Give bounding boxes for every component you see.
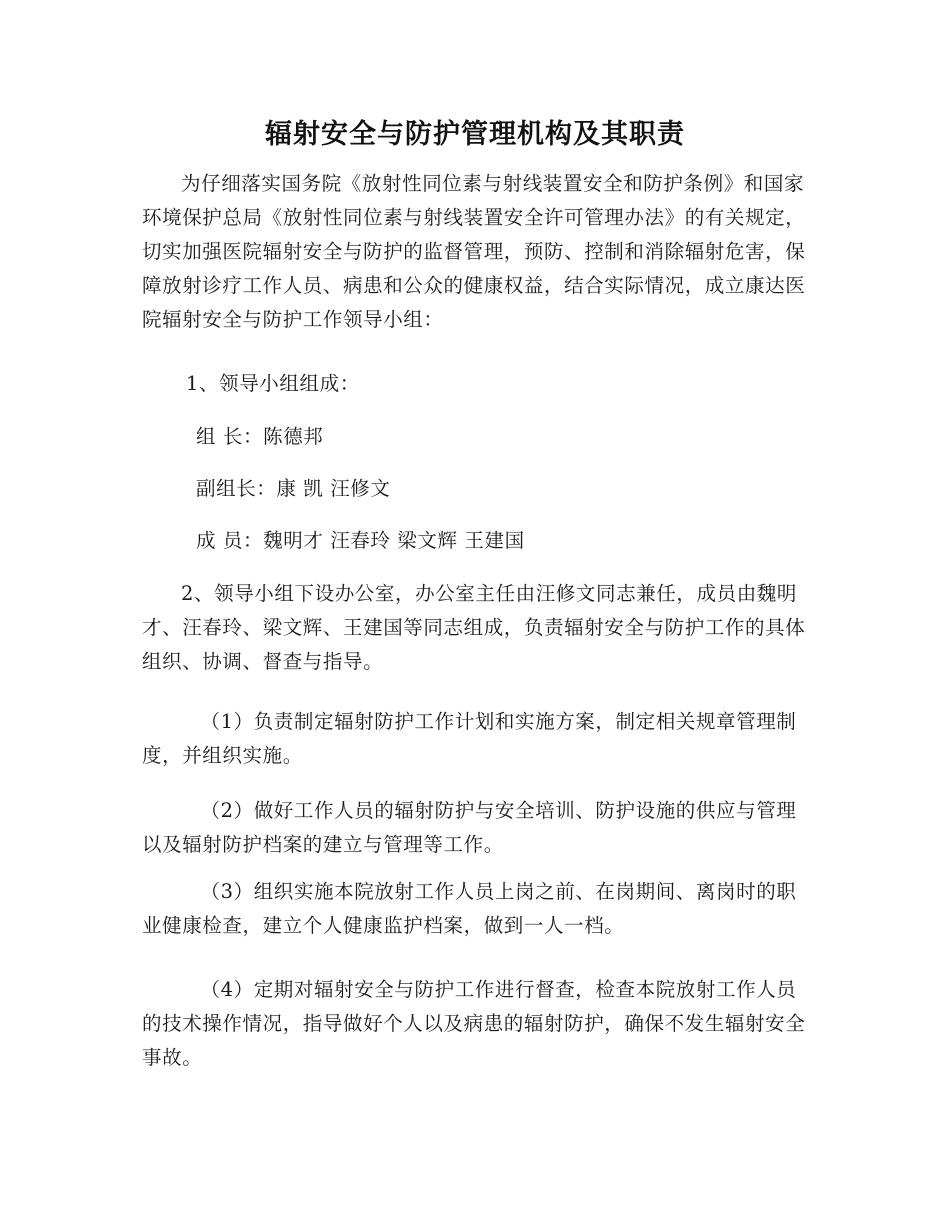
duty-item-4: （4）定期对辐射安全与防护工作进行督查，检查本院放射工作人员的技术操作情况，指导做好个人以及病患的辐射防护，确保不发生辐射安全事故。 bbox=[142, 978, 806, 1069]
member-staff: 成 员：魏明才 汪春玲 梁文辉 王建国 bbox=[196, 529, 525, 552]
member-leader: 组 长：陈德邦 bbox=[196, 425, 324, 448]
duty-item-3: （3）组织实施本院放射工作人员上岗之前、在岗期间、离岗时的职业健康检查，建立个人健康监护档案，做到一人一档。 bbox=[142, 880, 797, 937]
member-deputy-leaders: 副组长：康 凯 汪修文 bbox=[196, 477, 391, 500]
intro-paragraph: 为仔细落实国务院《放射性同位素与射线装置安全和防护条例》和国家环境保护总局《放射性同位素与射线装置安全许可管理办法》的有关规定，切实加强医院辐射安全与防护的监督管理，预防、控制和消除辐射危害，保障放射诊疗工作人员、病患和公众的健康权益，结合实际情况，成立康达医院辐射安全与防护工作领导小组： bbox=[142, 172, 806, 331]
section1-heading: 1、领导小组组成： bbox=[186, 372, 360, 395]
duty-item-2: （2）做好工作人员的辐射防护与安全培训、防护设施的供应与管理以及辐射防护档案的建立与管理等工作。 bbox=[142, 799, 797, 856]
duty-item-1: （1）负责制定辐射防护工作计划和实施方案，制定相关规章管理制度，并组织实施。 bbox=[142, 710, 797, 767]
document-title: 辐射安全与防护管理机构及其职责 bbox=[265, 119, 685, 150]
section2-paragraph: 2、领导小组下设办公室，办公室主任由汪修文同志兼任，成员由魏明才、汪春玲、梁文辉、王建国等同志组成，负责辐射安全与防护工作的具体组织、协调、督查与指导。 bbox=[142, 582, 806, 673]
